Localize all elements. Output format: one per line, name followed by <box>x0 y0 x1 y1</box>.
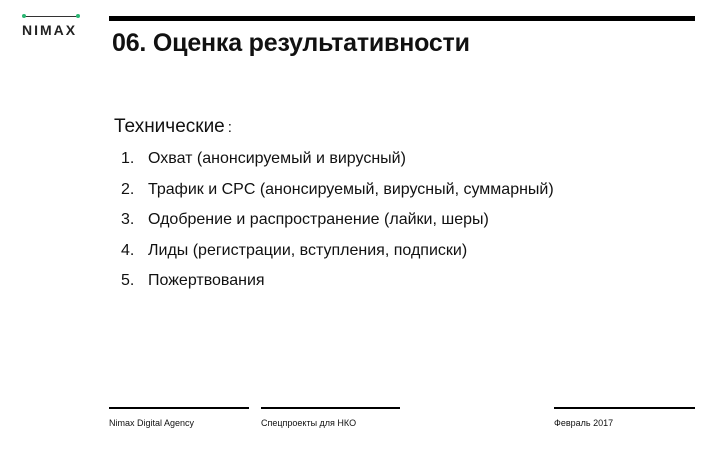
subtitle-text: Технические <box>114 116 225 137</box>
footer-agency: Nimax Digital Agency <box>109 418 195 428</box>
list-item <box>121 181 554 212</box>
footer-rule-date <box>554 407 695 409</box>
list-item <box>121 150 554 181</box>
list-item <box>121 211 554 242</box>
logo-text: NIMAX <box>22 22 78 38</box>
title-rule <box>109 16 695 21</box>
footer-project: Спецпроекты для НКО <box>261 418 357 428</box>
list-item-text: Охват (анонсируемый и вирусный) <box>148 150 406 167</box>
list-item-number: 4. <box>121 241 135 259</box>
logo-dot-left <box>22 14 26 18</box>
list-item-text: Лиды (регистрации, вступления, подписки) <box>148 241 468 259</box>
page-title: 06. Оценка результативности <box>112 29 470 57</box>
subtitle-colon: : <box>227 119 232 136</box>
list-item <box>121 272 554 303</box>
nimax-logo <box>22 14 86 42</box>
footer-date: Февраль 2017 <box>554 418 614 428</box>
list-item <box>121 242 554 273</box>
list-item-text: Одобрение и распространение (лайки, шеры) <box>148 211 489 228</box>
metrics-list <box>121 150 554 303</box>
list-item-text: Трафик и CPC (анонсируемый, вирусный, суммарный) <box>148 180 554 198</box>
footer-rule-agency <box>109 407 249 409</box>
logo-dot-right <box>76 14 80 18</box>
list-item-number: 2. <box>121 180 135 198</box>
list-item-text: Пожертвования <box>148 272 265 289</box>
list-item-number: 1. <box>121 150 135 167</box>
logo-line <box>24 16 78 17</box>
list-item-number: 3. <box>121 211 135 228</box>
section-subtitle <box>114 116 232 138</box>
list-item-number: 5. <box>121 272 135 289</box>
footer-rule-project <box>261 407 400 409</box>
